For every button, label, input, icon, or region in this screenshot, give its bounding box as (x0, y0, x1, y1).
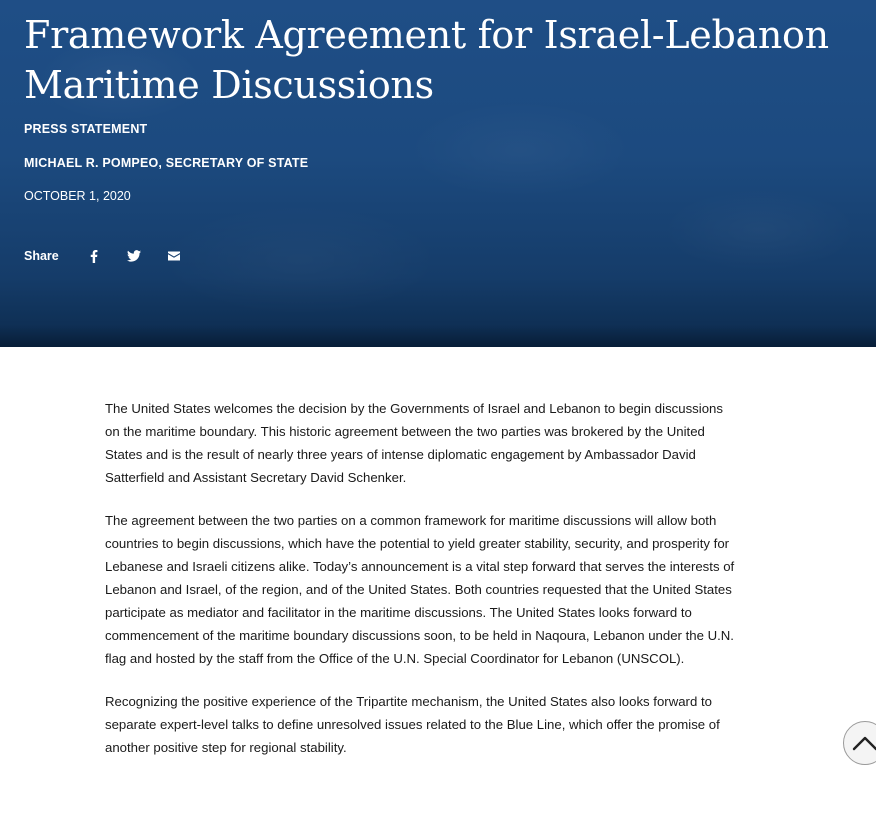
twitter-icon[interactable] (124, 246, 144, 266)
chevron-up-icon (852, 735, 876, 751)
content-type-label: PRESS STATEMENT (24, 122, 148, 136)
article-body (105, 397, 735, 779)
share-bar (24, 246, 204, 266)
author-byline: MICHAEL R. POMPEO, SECRETARY OF STATE (24, 156, 309, 170)
scroll-to-top-button[interactable] (843, 721, 876, 765)
article-paragraph: The agreement between the two parties on a common framework for maritime discussions will allow both countries to begin discussions, which have the potential to yield greater stability, security, and prosperity for Lebanese and Israeli citizens alike. Today’s announcement is a vital step forward that serves the interests of Lebanon and Israel, of the region, and of the United States. Both countries requested that the United States participate as mediator and facilitator in the maritime discussions. The United States looks forward to commencement of the maritime boundary discussions soon, to be held in Naqoura, Lebanon under the U.N. flag and hosted by the staff from the Office of the U.N. Special Coordinator for Lebanon (UNSCOL). (105, 513, 735, 666)
publish-date: OCTOBER 1, 2020 (24, 189, 131, 203)
share-label: Share (24, 249, 59, 263)
page-title: Framework Agreement for Israel-Lebanon Maritime Discussions (24, 13, 829, 107)
article-paragraph: The United States welcomes the decision by the Governments of Israel and Lebanon to begin discussions on the maritime boundary. This historic agreement between the two parties was brokered by the United States and is the result of nearly three years of intense diplomatic engagement by Ambassador David Satterfield and Assistant Secretary David Schenker. (105, 401, 723, 485)
hero-banner (0, 0, 876, 347)
facebook-icon[interactable] (84, 246, 104, 266)
article-paragraph: Recognizing the positive experience of the Tripartite mechanism, the United States also looks forward to separate expert-level talks to define unresolved issues related to the Blue Line, which offer the promise of another positive step for regional stability. (105, 694, 720, 755)
email-icon[interactable] (164, 246, 184, 266)
